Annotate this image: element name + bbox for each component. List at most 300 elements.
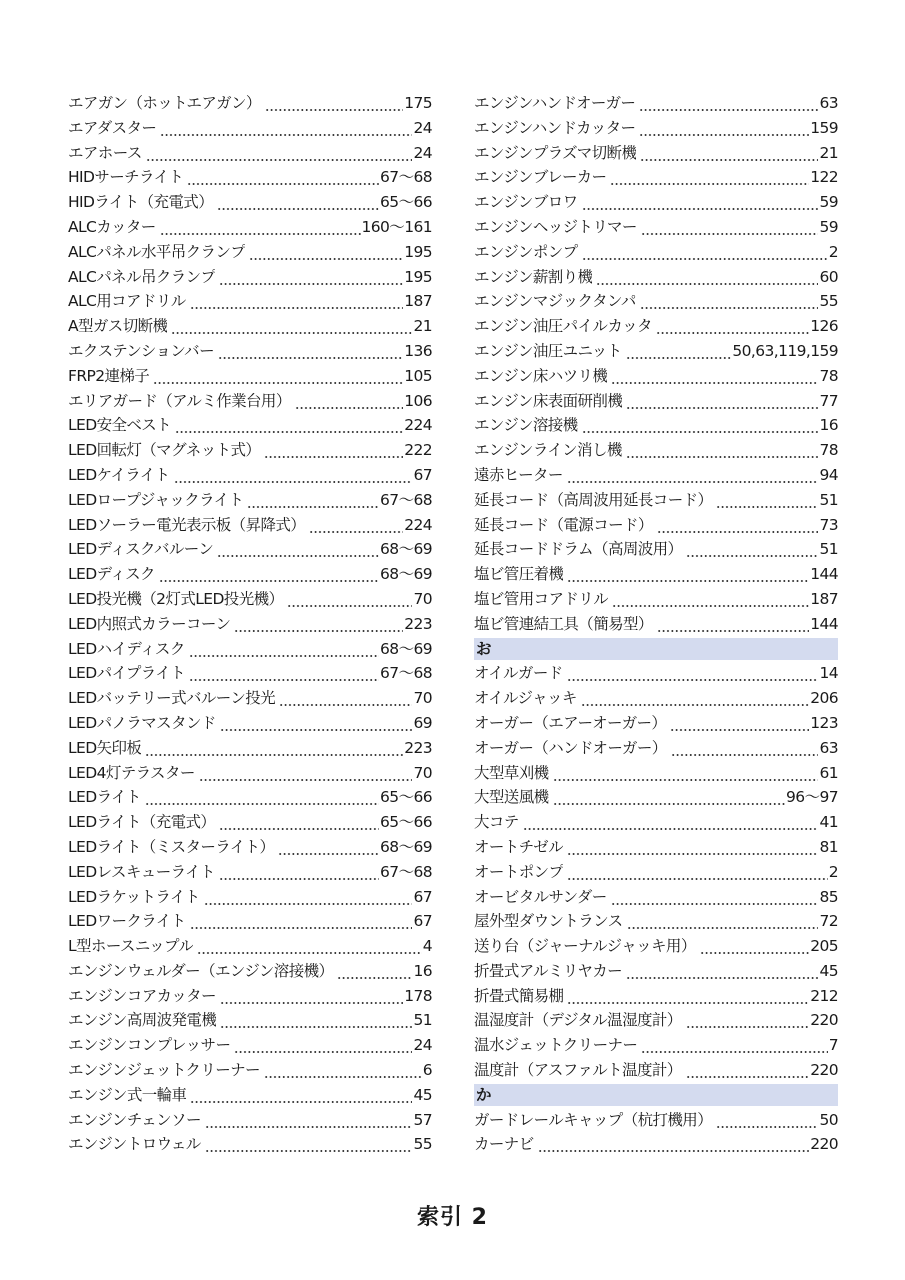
- dot-leader: [582, 190, 819, 215]
- index-entry-term: LED矢印板: [68, 738, 142, 757]
- dot-leader: [249, 240, 403, 265]
- index-entry-term: LEDワークライト: [68, 912, 186, 931]
- index-entry-page: 144: [810, 614, 838, 633]
- index-entry: [474, 413, 838, 438]
- index-entry-term: L型ホースニップル: [68, 937, 194, 956]
- index-entry-page: 16: [819, 416, 838, 435]
- dot-leader: [581, 686, 809, 711]
- index-entry-page: 16: [413, 961, 432, 980]
- dot-leader: [190, 909, 413, 934]
- dot-leader: [567, 860, 827, 885]
- dot-leader: [146, 141, 413, 166]
- index-entry-term: エンジンジェットクリーナー: [68, 1061, 260, 1080]
- index-entry: [474, 860, 838, 885]
- index-entry-term: オイルガード: [474, 664, 563, 683]
- index-entry: [68, 1008, 432, 1033]
- index-entry-term: 大コテ: [474, 813, 519, 832]
- index-entry-page: 123: [810, 713, 838, 732]
- dot-leader: [279, 686, 412, 711]
- index-entry-term: エンジンポンプ: [474, 242, 578, 261]
- index-entry-page: 59: [819, 193, 838, 212]
- index-entry: [474, 562, 838, 587]
- index-entry: [68, 810, 432, 835]
- dot-leader: [197, 934, 422, 959]
- index-entry: [474, 934, 838, 959]
- dot-leader: [611, 364, 818, 389]
- index-entry-term: 延長コード（高周波用延長コード）: [474, 490, 713, 509]
- index-entry: [474, 141, 838, 166]
- index-entry-page: 187: [810, 589, 838, 608]
- index-entry-page: 220: [810, 1135, 838, 1154]
- page-label: 索引 2: [417, 1205, 488, 1230]
- index-entry-term: LED回転灯（マグネット式）: [68, 441, 261, 460]
- index-entry-page: 69: [413, 713, 432, 732]
- index-entry-page: 67～68: [380, 664, 432, 683]
- dot-leader: [641, 1033, 827, 1058]
- index-entry: [474, 810, 838, 835]
- index-entry-term: 大型送風機: [474, 788, 549, 807]
- index-entry-term: エリアガード（アルミ作業台用）: [68, 391, 291, 410]
- index-entry-page: 67: [413, 912, 432, 931]
- dot-leader: [145, 736, 403, 761]
- index-entry-term: ガードレールキャップ（杭打機用）: [474, 1110, 713, 1129]
- dot-leader: [174, 463, 413, 488]
- index-entry-page: 105: [404, 366, 432, 385]
- index-entry-page: 122: [810, 168, 838, 187]
- index-entry-page: 222: [404, 441, 432, 460]
- index-entry: [68, 488, 432, 513]
- dot-leader: [153, 364, 403, 389]
- index-entry: [68, 934, 432, 959]
- index-entry-term: LEDソーラー電光表示板（昇降式）: [68, 515, 306, 534]
- index-entry-term: エンジンウェルダー（エンジン溶接機）: [68, 961, 334, 980]
- index-entry-page: 65～66: [380, 813, 432, 832]
- index-entry-term: エンジンコンプレッサー: [68, 1036, 231, 1055]
- index-entry-term: オービタルサンダー: [474, 887, 607, 906]
- index-entry-term: 大型草刈機: [474, 763, 549, 782]
- index-entry-page: 195: [404, 267, 432, 286]
- index-entry: [68, 785, 432, 810]
- dot-leader: [641, 215, 819, 240]
- dot-leader: [657, 513, 819, 538]
- index-section-heading: お: [474, 638, 838, 660]
- index-entry-page: 160～161: [361, 217, 432, 236]
- dot-leader: [265, 91, 403, 116]
- index-entry-page: 206: [810, 689, 838, 708]
- index-entry-page: 159: [810, 118, 838, 137]
- index-entry-term: エンジンブレーカー: [474, 168, 607, 187]
- index-entry-page: 144: [810, 565, 838, 584]
- dot-leader: [220, 1008, 412, 1033]
- index-entry-term: オーガー（ハンドオーガー）: [474, 738, 667, 757]
- index-entry: [474, 215, 838, 240]
- index-entry: [68, 91, 432, 116]
- index-entry: [68, 860, 432, 885]
- index-entry-page: 70: [413, 689, 432, 708]
- index-entry: [474, 661, 838, 686]
- index-entry: [474, 835, 838, 860]
- index-entry-term: LEDロープジャックライト: [68, 490, 244, 509]
- dot-leader: [567, 835, 818, 860]
- dot-leader: [160, 116, 412, 141]
- dot-leader: [264, 438, 403, 463]
- index-entry-page: 67～68: [380, 168, 432, 187]
- index-entry: [68, 413, 432, 438]
- index-entry: [474, 91, 838, 116]
- index-entry-term: エンジンハンドカッター: [474, 118, 636, 137]
- index-entry-term: LEDディスク: [68, 565, 155, 584]
- index-entry-term: エンジンマジックタンパ: [474, 292, 636, 311]
- index-entry: [474, 984, 838, 1009]
- dot-leader: [217, 537, 379, 562]
- index-entry-term: LEDケイライト: [68, 465, 170, 484]
- index-entry-page: 24: [413, 1036, 432, 1055]
- dot-leader: [219, 265, 403, 290]
- index-entry-page: 78: [819, 366, 838, 385]
- index-entry: [474, 364, 838, 389]
- index-entry: [68, 513, 432, 538]
- index-entry-page: 205: [810, 937, 838, 956]
- dot-leader: [640, 289, 819, 314]
- index-entry-term: オイルジャッキ: [474, 689, 577, 708]
- index-entry-page: 55: [413, 1135, 432, 1154]
- index-entry-term: LEDライト（充電式）: [68, 813, 216, 832]
- index-entry: [68, 289, 432, 314]
- index-entry: [474, 314, 838, 339]
- dot-leader: [670, 711, 809, 736]
- index-entry-term: エンジン床表面研削機: [474, 391, 623, 410]
- index-entry: [68, 537, 432, 562]
- dot-leader: [205, 1108, 413, 1133]
- index-entry-term: エンジンブロワ: [474, 193, 578, 212]
- dot-leader: [287, 587, 412, 612]
- index-entry-page: 65～66: [380, 788, 432, 807]
- dot-leader: [217, 190, 379, 215]
- index-entry-term: ALCパネル水平吊クランプ: [68, 242, 246, 261]
- index-entry: [474, 463, 838, 488]
- index-column-right: [474, 91, 838, 1157]
- index-entry-term: オートチゼル: [474, 837, 564, 856]
- dot-leader: [582, 240, 828, 265]
- index-entry-page: 7: [828, 1036, 838, 1055]
- dot-leader: [553, 761, 819, 786]
- index-entry-page: 67: [413, 465, 432, 484]
- index-entry: [474, 1033, 838, 1058]
- dot-leader: [639, 91, 818, 116]
- index-entry: [474, 761, 838, 786]
- index-entry: [474, 959, 838, 984]
- index-entry-term: エアガン（ホットエアガン）: [68, 94, 261, 112]
- index-entry-term: LEDバッテリー式バルーン投光: [68, 689, 276, 708]
- index-entry-term: カーナビ: [474, 1135, 534, 1154]
- index-entry: [474, 736, 838, 761]
- index-entry: [68, 587, 432, 612]
- index-entry-page: 51: [819, 540, 838, 559]
- index-entry-term: LEDライト（ミスターライト）: [68, 837, 275, 856]
- index-entry: [474, 289, 838, 314]
- dot-leader: [596, 265, 818, 290]
- index-entry-term: 塩ビ管圧着機: [474, 565, 564, 584]
- index-entry: [68, 190, 432, 215]
- index-entry-term: エアホース: [68, 143, 142, 162]
- index-column-left: [68, 91, 432, 1157]
- index-entry-term: ALC用コアドリル: [68, 292, 186, 311]
- dot-leader: [175, 413, 403, 438]
- dot-leader: [626, 339, 732, 364]
- index-entry-page: 45: [819, 961, 838, 980]
- index-entry-term: 遠赤ヒーター: [474, 465, 563, 484]
- index-entry-page: 14: [819, 664, 838, 683]
- dot-leader: [612, 587, 809, 612]
- dot-leader: [626, 959, 818, 984]
- dot-leader: [716, 488, 818, 513]
- index-entry-page: 70: [413, 589, 432, 608]
- index-entry-term: LED投光機（2灯式LED投光機）: [68, 589, 284, 608]
- index-entry-term: 塩ビ管用コアドリル: [474, 589, 609, 608]
- index-entry-term: オーガー（エアーオーガー）: [474, 713, 667, 732]
- index-entry-term: エクステンションバー: [68, 341, 214, 360]
- index-entry-term: ALCパネル吊クランプ: [68, 267, 216, 286]
- index-entry-page: 187: [404, 292, 432, 311]
- index-entry: [68, 835, 432, 860]
- index-entry: [68, 141, 432, 166]
- index-entry-term: LEDハイディスク: [68, 639, 185, 658]
- index-entry-term: エンジンチェンソー: [68, 1110, 201, 1129]
- dot-leader: [627, 909, 819, 934]
- index-entry: [68, 761, 432, 786]
- dot-leader: [686, 1008, 810, 1033]
- index-entry-page: 67～68: [380, 490, 432, 509]
- dot-leader: [626, 438, 819, 463]
- index-entry-term: 塩ビ管連結工具（簡易型）: [474, 614, 653, 633]
- index-entry-term: HIDライト（充電式）: [68, 193, 214, 212]
- index-entry: [68, 116, 432, 141]
- index-entry-page: 212: [810, 986, 838, 1005]
- index-entry-page: 51: [413, 1011, 432, 1030]
- dot-leader: [523, 810, 819, 835]
- index-entry-term: エンジンコアカッター: [68, 986, 216, 1005]
- index-entry: [474, 587, 838, 612]
- index-entry: [474, 116, 838, 141]
- index-entry-term: HIDサーチライト: [68, 168, 184, 187]
- index-entry-page: 4: [422, 937, 432, 956]
- dot-leader: [639, 116, 809, 141]
- index-entry-term: エンジン床ハツリ機: [474, 366, 608, 385]
- index-entry-page: 223: [404, 738, 432, 757]
- dot-leader: [190, 289, 404, 314]
- index-entry: [68, 661, 432, 686]
- index-entry-term: 延長コードドラム（高周波用）: [474, 540, 683, 559]
- index-entry: [68, 265, 432, 290]
- index-entry-term: エンジンヘッジトリマー: [474, 217, 637, 236]
- index-entry-page: 50: [819, 1110, 838, 1129]
- index-entry-term: LED内照式カラーコーン: [68, 614, 231, 633]
- index-entry-term: ALCカッター: [68, 217, 156, 236]
- index-entry-term: 温度計（アスファルト温度計）: [474, 1061, 682, 1080]
- index-entry-page: 220: [810, 1011, 838, 1030]
- index-entry: [474, 165, 838, 190]
- index-entry-term: LEDラケットライト: [68, 887, 200, 906]
- index-entry-page: 68～69: [380, 639, 432, 658]
- index-entry: [68, 736, 432, 761]
- index-entry-term: オートポンプ: [474, 862, 564, 881]
- index-entry: [474, 1058, 838, 1083]
- index-entry: [474, 1108, 838, 1133]
- index-entry: [68, 1108, 432, 1133]
- index-entry: [68, 686, 432, 711]
- index-entry: [68, 463, 432, 488]
- index-entry: [474, 1132, 838, 1157]
- index-entry-page: 77: [819, 391, 838, 410]
- index-entry-page: 224: [404, 515, 432, 534]
- dot-leader: [187, 165, 379, 190]
- dot-leader: [582, 413, 819, 438]
- dot-leader: [199, 761, 413, 786]
- dot-leader: [567, 562, 809, 587]
- index-entry-term: エンジン油圧ユニット: [474, 341, 622, 360]
- index-entry-term: エアダスター: [68, 118, 157, 137]
- dot-leader: [220, 984, 403, 1009]
- index-entry-term: LEDパノラマスタンド: [68, 713, 216, 732]
- dot-leader: [189, 637, 379, 662]
- dot-leader: [145, 785, 379, 810]
- index-entry: [68, 909, 432, 934]
- index-entry-term: エンジン溶接機: [474, 416, 578, 435]
- index-entry-page: 175: [404, 94, 432, 112]
- index-entry-page: 24: [413, 143, 432, 162]
- dot-leader: [671, 736, 819, 761]
- dot-leader: [189, 661, 379, 686]
- index-entry-term: エンジンハンドオーガー: [474, 94, 636, 112]
- index-entry-page: 50,63,119,159: [732, 341, 838, 360]
- index-entry: [474, 190, 838, 215]
- index-entry-term: 折畳式簡易棚: [474, 986, 564, 1005]
- index-entry-page: 41: [819, 813, 838, 832]
- index-entry-page: 59: [819, 217, 838, 236]
- index-entry: [68, 984, 432, 1009]
- dot-leader: [567, 463, 819, 488]
- index-entry: [474, 711, 838, 736]
- index-entry-page: 24: [413, 118, 432, 137]
- index-entry: [474, 909, 838, 934]
- index-entry: [474, 389, 838, 414]
- index-entry: [68, 240, 432, 265]
- index-entry-page: 126: [810, 317, 838, 336]
- dot-leader: [611, 885, 819, 910]
- dot-leader: [309, 513, 403, 538]
- dot-leader: [247, 488, 379, 513]
- index-entry-page: 67～68: [380, 862, 432, 881]
- dot-leader: [234, 612, 403, 637]
- dot-leader: [567, 661, 819, 686]
- index-entry-page: 63: [819, 94, 838, 112]
- dot-leader: [553, 785, 786, 810]
- index-entry: [68, 637, 432, 662]
- index-entry: [474, 785, 838, 810]
- index-entry-page: 85: [819, 887, 838, 906]
- index-section-heading: か: [474, 1084, 838, 1106]
- index-entry: [474, 686, 838, 711]
- index-entry: [68, 364, 432, 389]
- index-entry-page: 51: [819, 490, 838, 509]
- index-entry-term: LED4灯テラスター: [68, 763, 195, 782]
- index-entry: [68, 1132, 432, 1157]
- dot-leader: [278, 835, 379, 860]
- index-entry-term: エンジントロウェル: [68, 1135, 201, 1154]
- dot-leader: [220, 711, 413, 736]
- index-entry-page: 68～69: [380, 565, 432, 584]
- index-entry-term: LEDディスクバルーン: [68, 540, 214, 559]
- dot-leader: [204, 885, 413, 910]
- dot-leader: [538, 1132, 810, 1157]
- index-entry-page: 178: [404, 986, 432, 1005]
- index-entry-page: 223: [404, 614, 432, 633]
- dot-leader: [159, 562, 379, 587]
- dot-leader: [567, 984, 809, 1009]
- index-entry: [68, 314, 432, 339]
- index-entry-page: 68～69: [380, 837, 432, 856]
- dot-leader: [337, 959, 412, 984]
- index-entry: [474, 537, 838, 562]
- index-entry-term: エンジンプラズマ切断機: [474, 143, 637, 162]
- dot-leader: [657, 612, 809, 637]
- index-entry-term: エンジン薪割り機: [474, 267, 593, 286]
- index-entry-page: 78: [819, 441, 838, 460]
- index-entry: [474, 488, 838, 513]
- index-entry-page: 195: [404, 242, 432, 261]
- index-entry-page: 57: [413, 1110, 432, 1129]
- index-entry: [68, 1033, 432, 1058]
- index-entry-term: A型ガス切断機: [68, 317, 168, 336]
- index-entry-term: 屋外型ダウントランス: [474, 912, 623, 931]
- dot-leader: [640, 141, 818, 166]
- index-entry-term: 折畳式アルミリヤカー: [474, 961, 623, 980]
- index-entry: [68, 339, 432, 364]
- index-entry-term: 送り台（ジャーナルジャッキ用）: [474, 937, 696, 956]
- index-entry-page: 106: [404, 391, 432, 410]
- index-entry: [68, 959, 432, 984]
- dot-leader: [626, 389, 818, 414]
- dot-leader: [219, 860, 379, 885]
- index-entry-page: 73: [819, 515, 838, 534]
- dot-leader: [716, 1108, 818, 1133]
- index-entry: [474, 1008, 838, 1033]
- index-entry: [474, 339, 838, 364]
- index-entry-page: 70: [413, 763, 432, 782]
- index-entry-page: 61: [819, 763, 838, 782]
- index-entry: [68, 389, 432, 414]
- index-entry: [68, 165, 432, 190]
- index-entry-page: 63: [819, 738, 838, 757]
- dot-leader: [219, 810, 379, 835]
- index-entry: [68, 1058, 432, 1083]
- index-entry-page: 136: [404, 341, 432, 360]
- dot-leader: [171, 314, 412, 339]
- index-entry: [68, 215, 432, 240]
- index-entry: [474, 438, 838, 463]
- index-entry-term: FRP2連梯子: [68, 366, 150, 385]
- index-entry: [68, 612, 432, 637]
- index-entry-page: 55: [819, 292, 838, 311]
- index-entry-page: 94: [819, 465, 838, 484]
- dot-leader: [234, 1033, 412, 1058]
- index-entry-term: LED安全ベスト: [68, 416, 172, 435]
- index-entry-page: 67: [413, 887, 432, 906]
- index-entry-page: 72: [819, 912, 838, 931]
- index-entry-page: 2: [828, 862, 838, 881]
- index-entry: [474, 513, 838, 538]
- index-entry-term: LEDパイプライト: [68, 664, 186, 683]
